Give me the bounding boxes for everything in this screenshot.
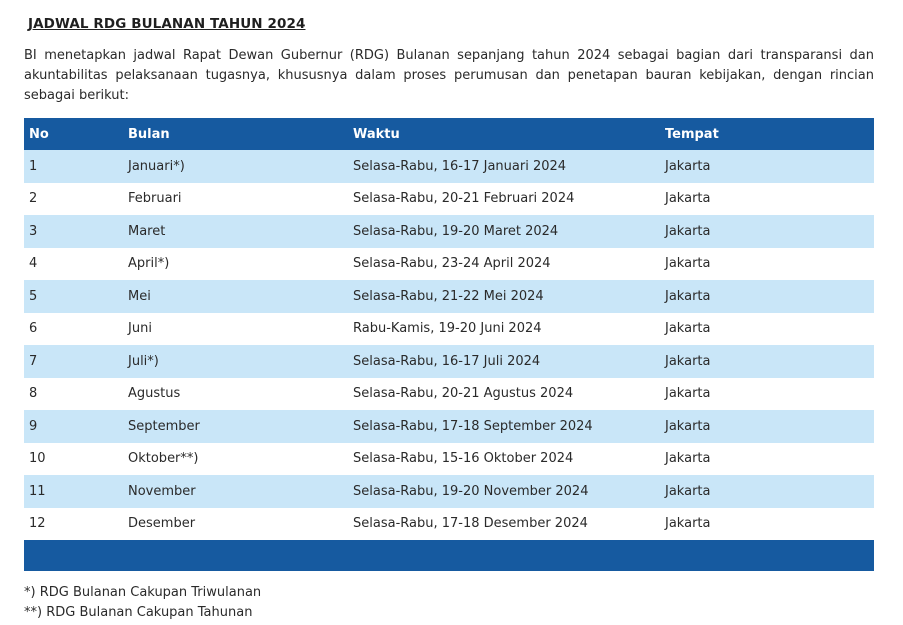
cell-tempat: Jakarta [660,443,874,476]
cell-waktu: Selasa-Rabu, 21-22 Mei 2024 [348,280,660,313]
cell-tempat: Jakarta [660,150,874,183]
cell-tempat: Jakarta [660,378,874,411]
cell-bulan: April*) [123,248,348,281]
header-bulan: Bulan [123,118,348,150]
table-row [24,313,874,346]
cell-no: 2 [24,183,123,216]
cell-no: 7 [24,345,123,378]
cell-waktu: Selasa-Rabu, 19-20 November 2024 [348,475,660,508]
cell-bulan: November [123,475,348,508]
table-row [24,443,874,476]
cell-no: 5 [24,280,123,313]
footnote-triwulanan: *) RDG Bulanan Cakupan Triwulanan [24,585,262,600]
cell-tempat: Jakarta [660,248,874,281]
intro-line-3: sebagai berikut: [24,88,130,103]
cell-waktu: Selasa-Rabu, 17-18 September 2024 [348,410,660,443]
footnotes [24,583,874,623]
cell-waktu: Selasa-Rabu, 20-21 Februari 2024 [348,183,660,216]
cell-tempat: Jakarta [660,345,874,378]
cell-tempat: Jakarta [660,313,874,346]
cell-no: 12 [24,508,123,541]
cell-bulan: September [123,410,348,443]
cell-bulan: Mei [123,280,348,313]
cell-waktu: Selasa-Rabu, 19-20 Maret 2024 [348,215,660,248]
table-footer [24,540,874,571]
cell-waktu: Selasa-Rabu, 16-17 Juli 2024 [348,345,660,378]
intro-paragraph [24,46,874,106]
table-row [24,345,874,378]
table-body [24,150,874,540]
cell-tempat: Jakarta [660,475,874,508]
header-tempat: Tempat [660,118,874,150]
cell-bulan: Agustus [123,378,348,411]
header-no: No [24,118,123,150]
cell-waktu: Rabu-Kamis, 19-20 Juni 2024 [348,313,660,346]
cell-no: 11 [24,475,123,508]
cell-waktu: Selasa-Rabu, 16-17 Januari 2024 [348,150,660,183]
cell-no: 1 [24,150,123,183]
table-row [24,183,874,216]
cell-bulan: Maret [123,215,348,248]
table-row [24,475,874,508]
cell-no: 6 [24,313,123,346]
page-content [24,14,874,623]
footer-bar-cell [24,540,874,571]
cell-no: 4 [24,248,123,281]
cell-bulan: Desember [123,508,348,541]
cell-waktu: Selasa-Rabu, 15-16 Oktober 2024 [348,443,660,476]
intro-line-2: akuntabilitas pelaksanaan tugasnya, khususnya dalam proses perumusan dan penetapan bauran kebijakan, dengan rincian [24,68,874,83]
footer-bar [24,540,874,571]
cell-tempat: Jakarta [660,508,874,541]
table-row [24,508,874,541]
table-row [24,280,874,313]
cell-no: 9 [24,410,123,443]
cell-bulan: Januari*) [123,150,348,183]
intro-line-1: BI menetapkan jadwal Rapat Dewan Gubernur (RDG) Bulanan sepanjang tahun 2024 sebagai bagian dari transparansi dan [24,48,874,63]
header-waktu: Waktu [348,118,660,150]
cell-no: 10 [24,443,123,476]
table-header [24,118,874,150]
table-row [24,150,874,183]
cell-bulan: Februari [123,183,348,216]
cell-bulan: Juni [123,313,348,346]
footnote-tahunan: **) RDG Bulanan Cakupan Tahunan [24,605,253,620]
cell-tempat: Jakarta [660,410,874,443]
header-row [24,118,874,150]
table-row [24,410,874,443]
cell-tempat: Jakarta [660,215,874,248]
page-title: JADWAL RDG BULANAN TAHUN 2024 [28,16,306,32]
schedule-table [24,118,874,571]
cell-bulan: Oktober**) [123,443,348,476]
cell-waktu: Selasa-Rabu, 17-18 Desember 2024 [348,508,660,541]
table-row [24,215,874,248]
table-row [24,378,874,411]
cell-waktu: Selasa-Rabu, 20-21 Agustus 2024 [348,378,660,411]
table-row [24,248,874,281]
cell-tempat: Jakarta [660,280,874,313]
cell-waktu: Selasa-Rabu, 23-24 April 2024 [348,248,660,281]
cell-no: 3 [24,215,123,248]
cell-tempat: Jakarta [660,183,874,216]
cell-no: 8 [24,378,123,411]
cell-bulan: Juli*) [123,345,348,378]
